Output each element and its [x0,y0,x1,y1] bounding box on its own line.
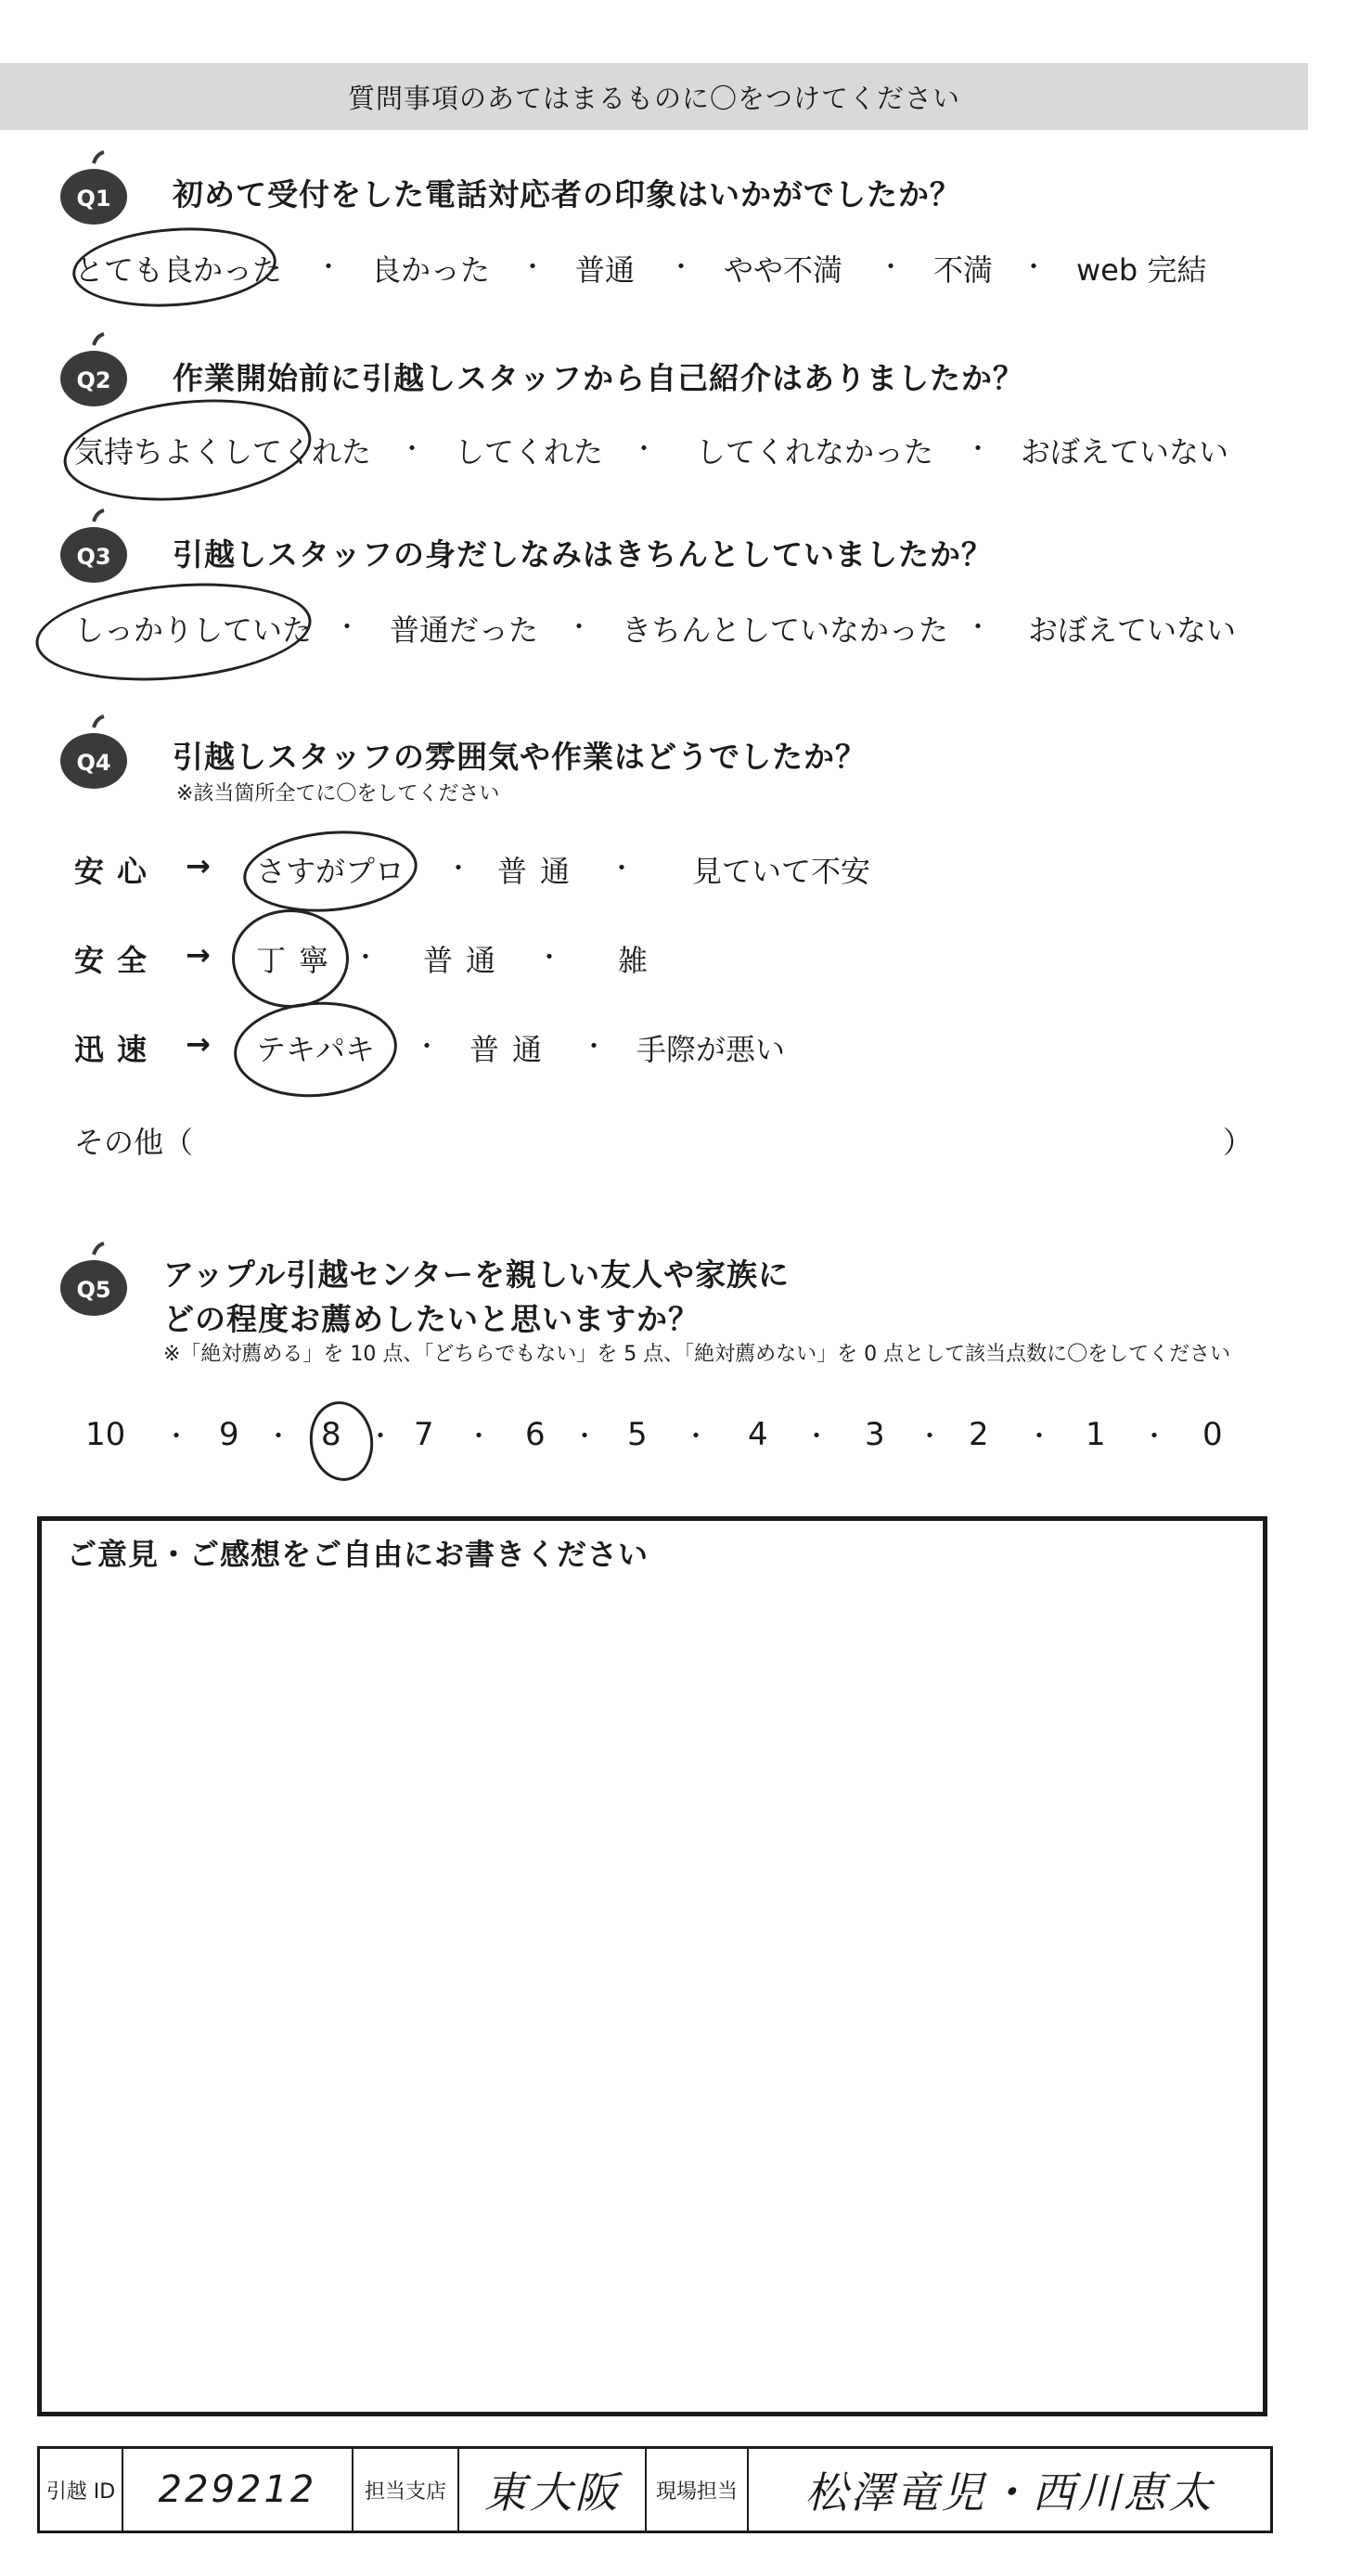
separator-dot: ・ [414,1031,441,1062]
score-4[interactable]: 4 [748,1416,768,1453]
q5-question-line1: アップル引越センターを親しい友人や家族に [163,1256,791,1293]
separator-dot: ・ [536,942,563,972]
category-label: 安心 [74,854,161,889]
score-6[interactable]: 6 [525,1416,546,1453]
q4-row1-option-1[interactable]: さすがプロ [256,854,405,889]
q5-note: ※「絶対薦める」を 10 点、「どちらでもない」を 5 点、「絶対薦めない」を 0 点として該当点数に〇をしてください [163,1343,1231,1366]
q4-other-label: その他（ [74,1125,194,1160]
q2-apple-icon [54,332,134,412]
separator-dot: ・ [572,1421,598,1451]
separator-dot: ・ [163,1421,190,1451]
q1-question: 初めて受付をした電話対応者の印象はいかがでしたか？ [173,176,961,213]
footer-id-value-cell [123,2449,354,2531]
footer-staff-label-cell [647,2449,749,2531]
separator-dot: ・ [1141,1421,1168,1451]
comment-body[interactable] [67,1587,1254,2394]
footer-branch-value-cell [459,2449,647,2531]
separator-dot: ・ [683,1421,710,1451]
score-8[interactable]: 8 [321,1416,341,1453]
score-1[interactable]: 1 [1086,1416,1106,1453]
q3-option-4[interactable]: おぼえていない [1028,612,1237,648]
arrow-icon: → [186,937,211,972]
separator-dot: ・ [466,1421,493,1451]
separator-dot: ・ [668,251,695,282]
q4-note: ※該当箇所全てに〇をしてください [176,782,500,805]
separator-dot: ・ [315,251,342,282]
footer-staff-label: 現場担当 [655,2479,738,2504]
q3-option-3[interactable]: きちんとしていなかった [622,612,949,648]
q4-apple-icon [54,715,134,794]
q3-options [74,607,1280,648]
q3-option-2[interactable]: 普通だった [390,612,539,648]
q5-badge-label: Q5 [76,1277,111,1303]
separator-dot: ・ [399,433,426,464]
separator-dot: ・ [445,853,472,883]
q1-option-4[interactable]: やや不満 [724,252,843,288]
q3-option-1[interactable]: しっかりしていた [74,612,313,648]
q1-option-1[interactable]: とても良かった [74,252,283,288]
q2-badge-label: Q2 [76,367,111,393]
footer-staff-value-cell [749,2449,1270,2531]
footer-branch-label: 担当支店 [364,2479,446,2504]
score-9[interactable]: 9 [219,1416,239,1453]
score-3[interactable]: 3 [865,1416,885,1453]
q4-row-anzen [74,937,1280,980]
q5-question-line2: どの程度お薦めしたいと思いますか？ [163,1301,700,1337]
separator-dot: ・ [265,1421,292,1451]
q1-option-5[interactable]: 不満 [933,252,994,288]
q2-option-2[interactable]: してくれた [455,434,604,470]
q4-row2-option-3[interactable]: 雑 [618,943,649,978]
q4-badge-label: Q4 [76,750,111,776]
score-5[interactable]: 5 [627,1416,648,1453]
instruction-header: 質問事項のあてはまるものに〇をつけてください [0,63,1308,130]
q5-score-scale [74,1416,1280,1459]
footer-id-value: 229212 [158,2468,317,2511]
separator-dot: ・ [917,1421,944,1451]
category-label: 迅速 [74,1032,161,1067]
q2-option-1[interactable]: 気持ちよくしてくれた [74,434,372,470]
separator-dot: ・ [965,433,992,464]
q3-badge-label: Q3 [76,544,111,570]
q4-other-input[interactable] [215,1117,1217,1158]
q1-option-2[interactable]: 良かった [371,252,491,288]
separator-dot: ・ [804,1421,830,1451]
q1-option-6[interactable]: web 完結 [1076,252,1207,288]
separator-dot: ・ [631,433,658,464]
separator-dot: ・ [566,612,593,642]
arrow-icon: → [186,848,211,883]
separator-dot: ・ [353,942,379,972]
arrow-icon: → [186,1026,211,1062]
q4-other-close: ） [1223,1125,1254,1160]
separator-dot: ・ [1021,251,1048,282]
footer-branch-value: 東大阪 [483,2467,621,2518]
q4-question: 引越しスタッフの雰囲気や作業はどうでしたか？ [173,739,867,775]
separator-dot: ・ [520,251,546,282]
q1-option-3[interactable]: 普通 [575,252,636,288]
footer-id-label-cell [40,2449,123,2531]
q1-badge-label: Q1 [76,186,111,212]
footer-staff-value: 松澤竜児・西川恵太 [804,2467,1215,2518]
q5-apple-icon [54,1242,134,1321]
q4-row3-option-1[interactable]: テキパキ [256,1032,376,1067]
separator-dot: ・ [367,1421,394,1451]
score-7[interactable]: 7 [414,1416,434,1453]
q4-row3-option-2[interactable]: 普通 [469,1032,556,1067]
q4-row-anshin [74,848,1280,891]
q2-option-3[interactable]: してくれなかった [696,434,934,470]
q2-question: 作業開始前に引越しスタッフから自己紹介はありましたか？ [173,360,1024,396]
footer-id-label: 引越 ID [45,2479,116,2504]
separator-dot: ・ [878,251,905,282]
footer-branch-label-cell [354,2449,459,2531]
comment-title: ご意見・ご感想をご自由にお書きください [67,1537,649,1572]
q4-row2-option-2[interactable]: 普通 [423,943,509,978]
q2-options [74,429,1280,470]
score-0[interactable]: 0 [1202,1416,1223,1453]
q4-row3-option-3[interactable]: 手際が悪い [636,1032,786,1067]
q3-question: 引越しスタッフの身だしなみはきちんとしていましたか？ [173,536,993,573]
q4-row1-option-3[interactable]: 見ていて不安 [692,854,871,889]
separator-dot: ・ [1026,1421,1053,1451]
q4-row-jinsoku [74,1026,1280,1069]
separator-dot: ・ [334,612,361,642]
q4-row1-option-2[interactable]: 普通 [497,854,584,889]
q1-apple-icon [54,150,134,230]
separator-dot: ・ [609,853,636,883]
category-label: 安全 [74,943,161,978]
q2-option-4[interactable]: おぼえていない [1021,434,1229,470]
score-2[interactable]: 2 [969,1416,989,1453]
score-10[interactable]: 10 [85,1416,126,1453]
separator-dot: ・ [581,1031,608,1062]
q1-options [74,247,1280,288]
q3-apple-icon [54,509,134,588]
separator-dot: ・ [965,612,992,642]
q4-row2-option-1[interactable]: 丁寧 [256,943,342,978]
footer-table [37,2446,1273,2533]
